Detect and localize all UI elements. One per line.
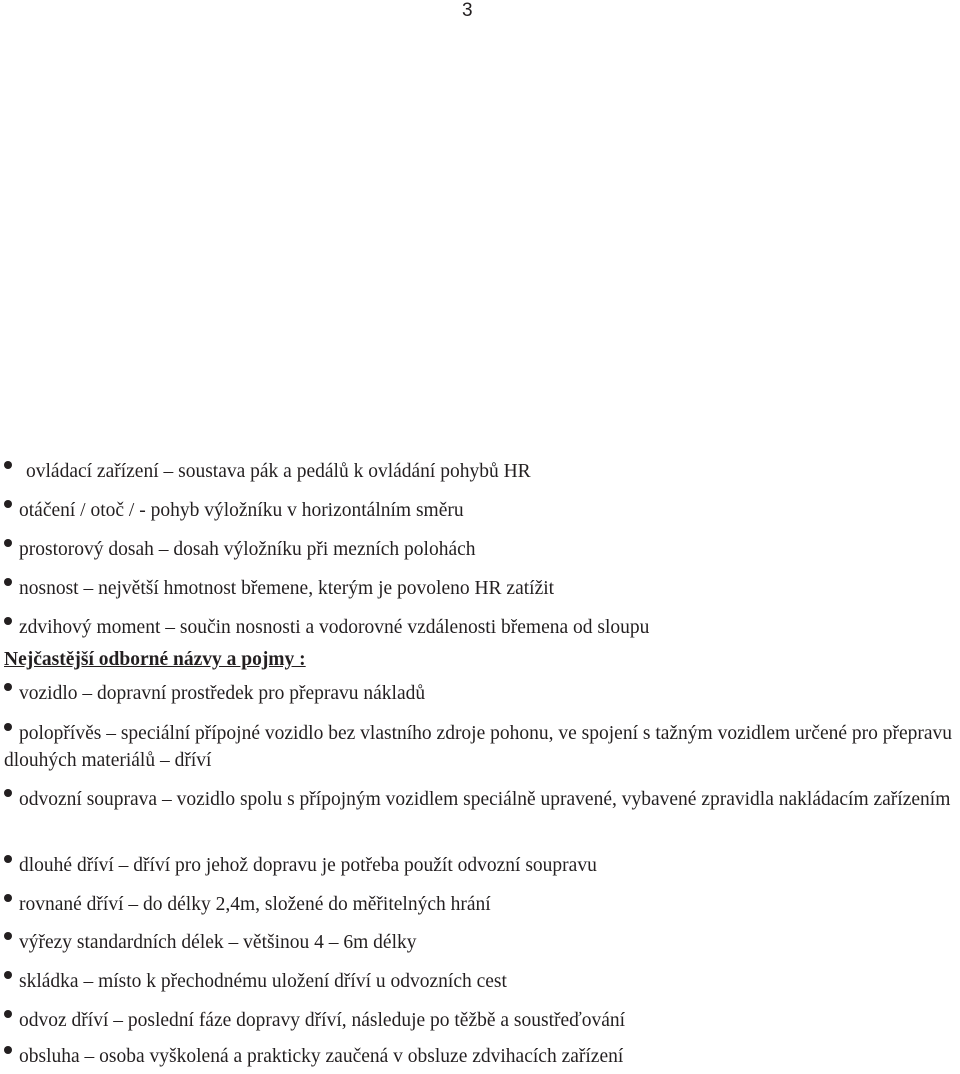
bullet-icon [4, 723, 12, 731]
bullet-icon [4, 617, 12, 625]
bullet-icon [4, 539, 12, 547]
bullet-icon [4, 971, 12, 979]
bullet-icon [4, 1046, 12, 1054]
list-item-text: rovnané dříví – do délky 2,4m, složené do měřitelných hrání [19, 894, 491, 915]
bullet-icon [4, 500, 12, 508]
section-heading: Nejčastější odborné názvy a pojmy : [4, 649, 306, 670]
list-item [4, 1007, 954, 1034]
list-item-text: dlouhé dříví – dříví pro jehož dopravu je potřeba použít odvozní soupravu [19, 855, 597, 876]
list-item-text: odvozní souprava – vozidlo spolu s přípojným vozidlem speciálně upravené, vybavené zpravidla nakládacím zařízením [19, 789, 951, 810]
list-item [4, 720, 954, 774]
list-item [4, 786, 954, 813]
list-item [4, 680, 954, 707]
bullet-icon [4, 1010, 12, 1018]
bullet-icon [4, 855, 12, 863]
list-item-text: skládka – místo k přechodnému uložení dříví u odvozních cest [19, 971, 507, 992]
list-item-text: nosnost – největší hmotnost břemene, kterým je povoleno HR zatížit [19, 578, 555, 599]
list-item [4, 1043, 954, 1070]
list-item-text: ovládací zařízení – soustava pák a pedálů k ovládání pohybů HR [26, 461, 531, 482]
list-item-text: zdvihový moment – součin nosnosti a vodorovné vzdálenosti břemena od sloupu [19, 617, 650, 638]
list-item-text: prostorový dosah – dosah výložníku při mezních polohách [19, 539, 476, 560]
list-item [4, 891, 954, 918]
list-item [4, 536, 954, 563]
list-item-text: obsluha – osoba vyškolená a prakticky zaučená v obsluze zdvihacích zařízení [19, 1046, 624, 1067]
bullet-icon [4, 932, 12, 940]
bullet-icon [4, 461, 12, 469]
bullet-icon [4, 789, 12, 797]
list-item [4, 614, 954, 641]
list-item-text: výřezy standardních délek – většinou 4 – 6m délky [19, 932, 417, 953]
list-item [4, 929, 954, 956]
page-number: 3 [462, 0, 473, 21]
bullet-icon [4, 683, 12, 691]
bullet-icon [4, 578, 12, 586]
list-item [4, 497, 954, 524]
list-item-text: polopřívěs – speciální přípojné vozidlo bez vlastního zdroje pohonu, ve spojení s tažným vozidlem určené pro přepravu dlouhých materiálů – dříví [4, 723, 953, 771]
bullet-icon [4, 894, 12, 902]
list-item [4, 458, 954, 485]
list-item [4, 852, 954, 879]
list-item [4, 968, 954, 995]
list-item-text: odvoz dříví – poslední fáze dopravy dříví, následuje po těžbě a soustřeďování [19, 1010, 626, 1031]
list-item [4, 575, 954, 602]
list-item-text: otáčení / otoč / - pohyb výložníku v horizontálním směru [19, 500, 464, 521]
list-item-text: vozidlo – dopravní prostředek pro přepravu nákladů [19, 683, 426, 704]
